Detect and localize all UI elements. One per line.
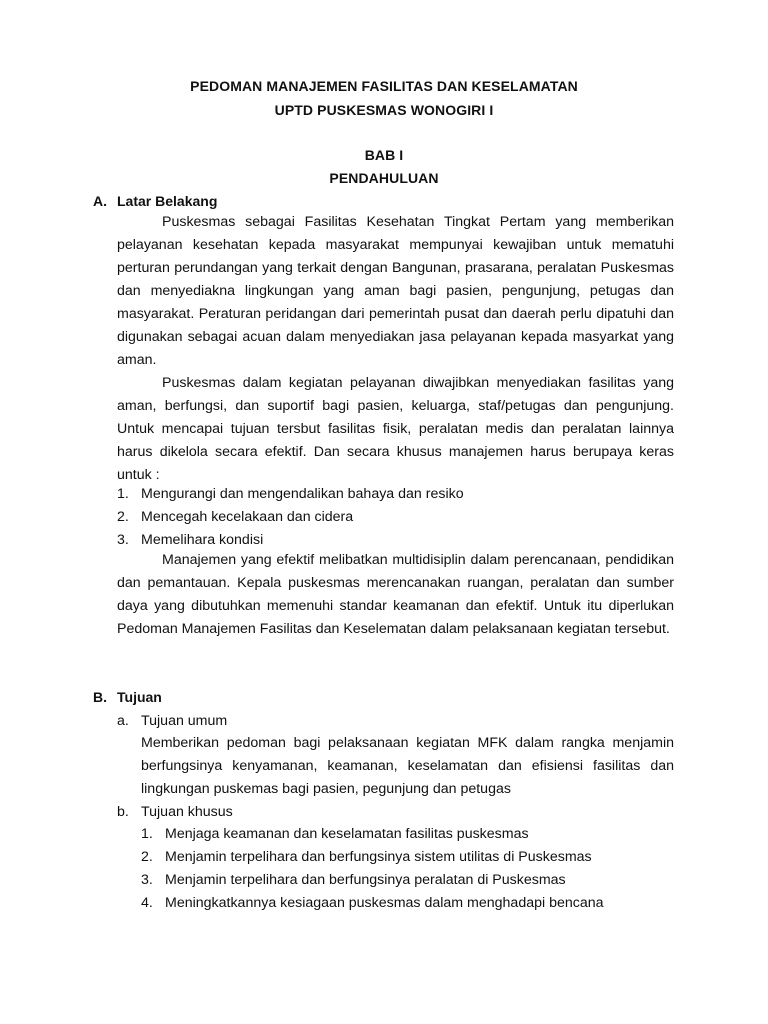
list-item: 3. Menjamin terpelihara dan berfungsinya peralatan di Puskesmas [141,872,566,888]
chapter-title: PENDAHULUAN [329,170,439,186]
chapter-number: BAB I [364,147,404,163]
list-item: 4. Meningkatkannya kesiagaan puskesmas dalam menghadapi bencana [141,895,604,911]
section-b-title: Tujuan [117,689,162,705]
section-a-paragraph-3: Manajemen yang efektif melibatkan multidisiplin dalam perencanaan, pendidikan dan pemantauan. Kepala puskesmas merencanakan ruangan, peralatan dan sumber daya yang dibutuhkan memenuhi standar keamanan dan efektif. Untuk itu diperlukan Pedoman Manajemen Fasilitas dan Keselematan dalam pelaksanaan kegiatan tersebut. [117,552,674,637]
section-a-paragraph-2: Puskesmas dalam kegiatan pelayanan diwajibkan menyediakan fasilitas yang aman, berfungsi, dan suportif bagi pasien, keluarga, staf/petugas dan pengunjung. Untuk mencapai tujuan tersbut fasilitas fisik, peralatan medis dan peralatan lainnya harus dikelola secara efektif. Dan secara khusus manajemen harus berupaya keras untuk : [117,375,674,483]
section-a-heading [93,193,217,209]
list-item: 2. Mencegah kecelakaan dan cidera [117,509,354,525]
list-item: 1. Mengurangi dan mengendalikan bahaya dan resiko [117,486,464,502]
list-item: 2. Menjamin terpelihara dan berfungsinya sistem utilitas di Puskesmas [141,849,592,865]
list-item: 1. Menjaga keamanan dan keselamatan fasilitas puskesmas [141,826,529,842]
section-a-title: Latar Belakang [117,193,218,209]
list-item: 3. Memelihara kondisi [117,532,264,548]
section-b-letter: B. [93,689,107,705]
section-b-heading [93,689,162,705]
document-subtitle: UPTD PUSKESMAS WONOGIRI I [274,102,494,118]
subsection-b-label: b. Tujuan khusus [117,804,233,820]
section-a-paragraph-1: Puskesmas sebagai Fasilitas Kesehatan Tingkat Pertam yang memberikan pelayanan kesehatan kepada masyarakat mempunyai kewajiban untuk mematuhi perturan perundangan yang terkait dengan Bangunan, prasarana, peralatan Puskesmas dan menyediakna lingkungan yang aman bagi pasien, pengunjung, petugas dan masyarakat. Peraturan peridangan dari pemerintah pusat dan daerah perlu dipatuhi dan digunakan sebagai acuan dalam menyediakan jasa pelayanan kepada masyarkat yang aman. [117,214,674,368]
subsection-a-text: Memberikan pedoman bagi pelaksanaan kegiatan MFK dalam rangka menjamin berfungsinya kenyamanan, keamanan, keselamatan dan efisiensi fasilitas dan lingkungan puskemas bagi pasien, pegunjung dan petugas [141,735,674,797]
section-a-letter: A. [93,193,107,209]
document-title: PEDOMAN MANAJEMEN FASILITAS DAN KESELAMATAN [190,78,578,94]
subsection-a-label: a. Tujuan umum [117,713,228,729]
